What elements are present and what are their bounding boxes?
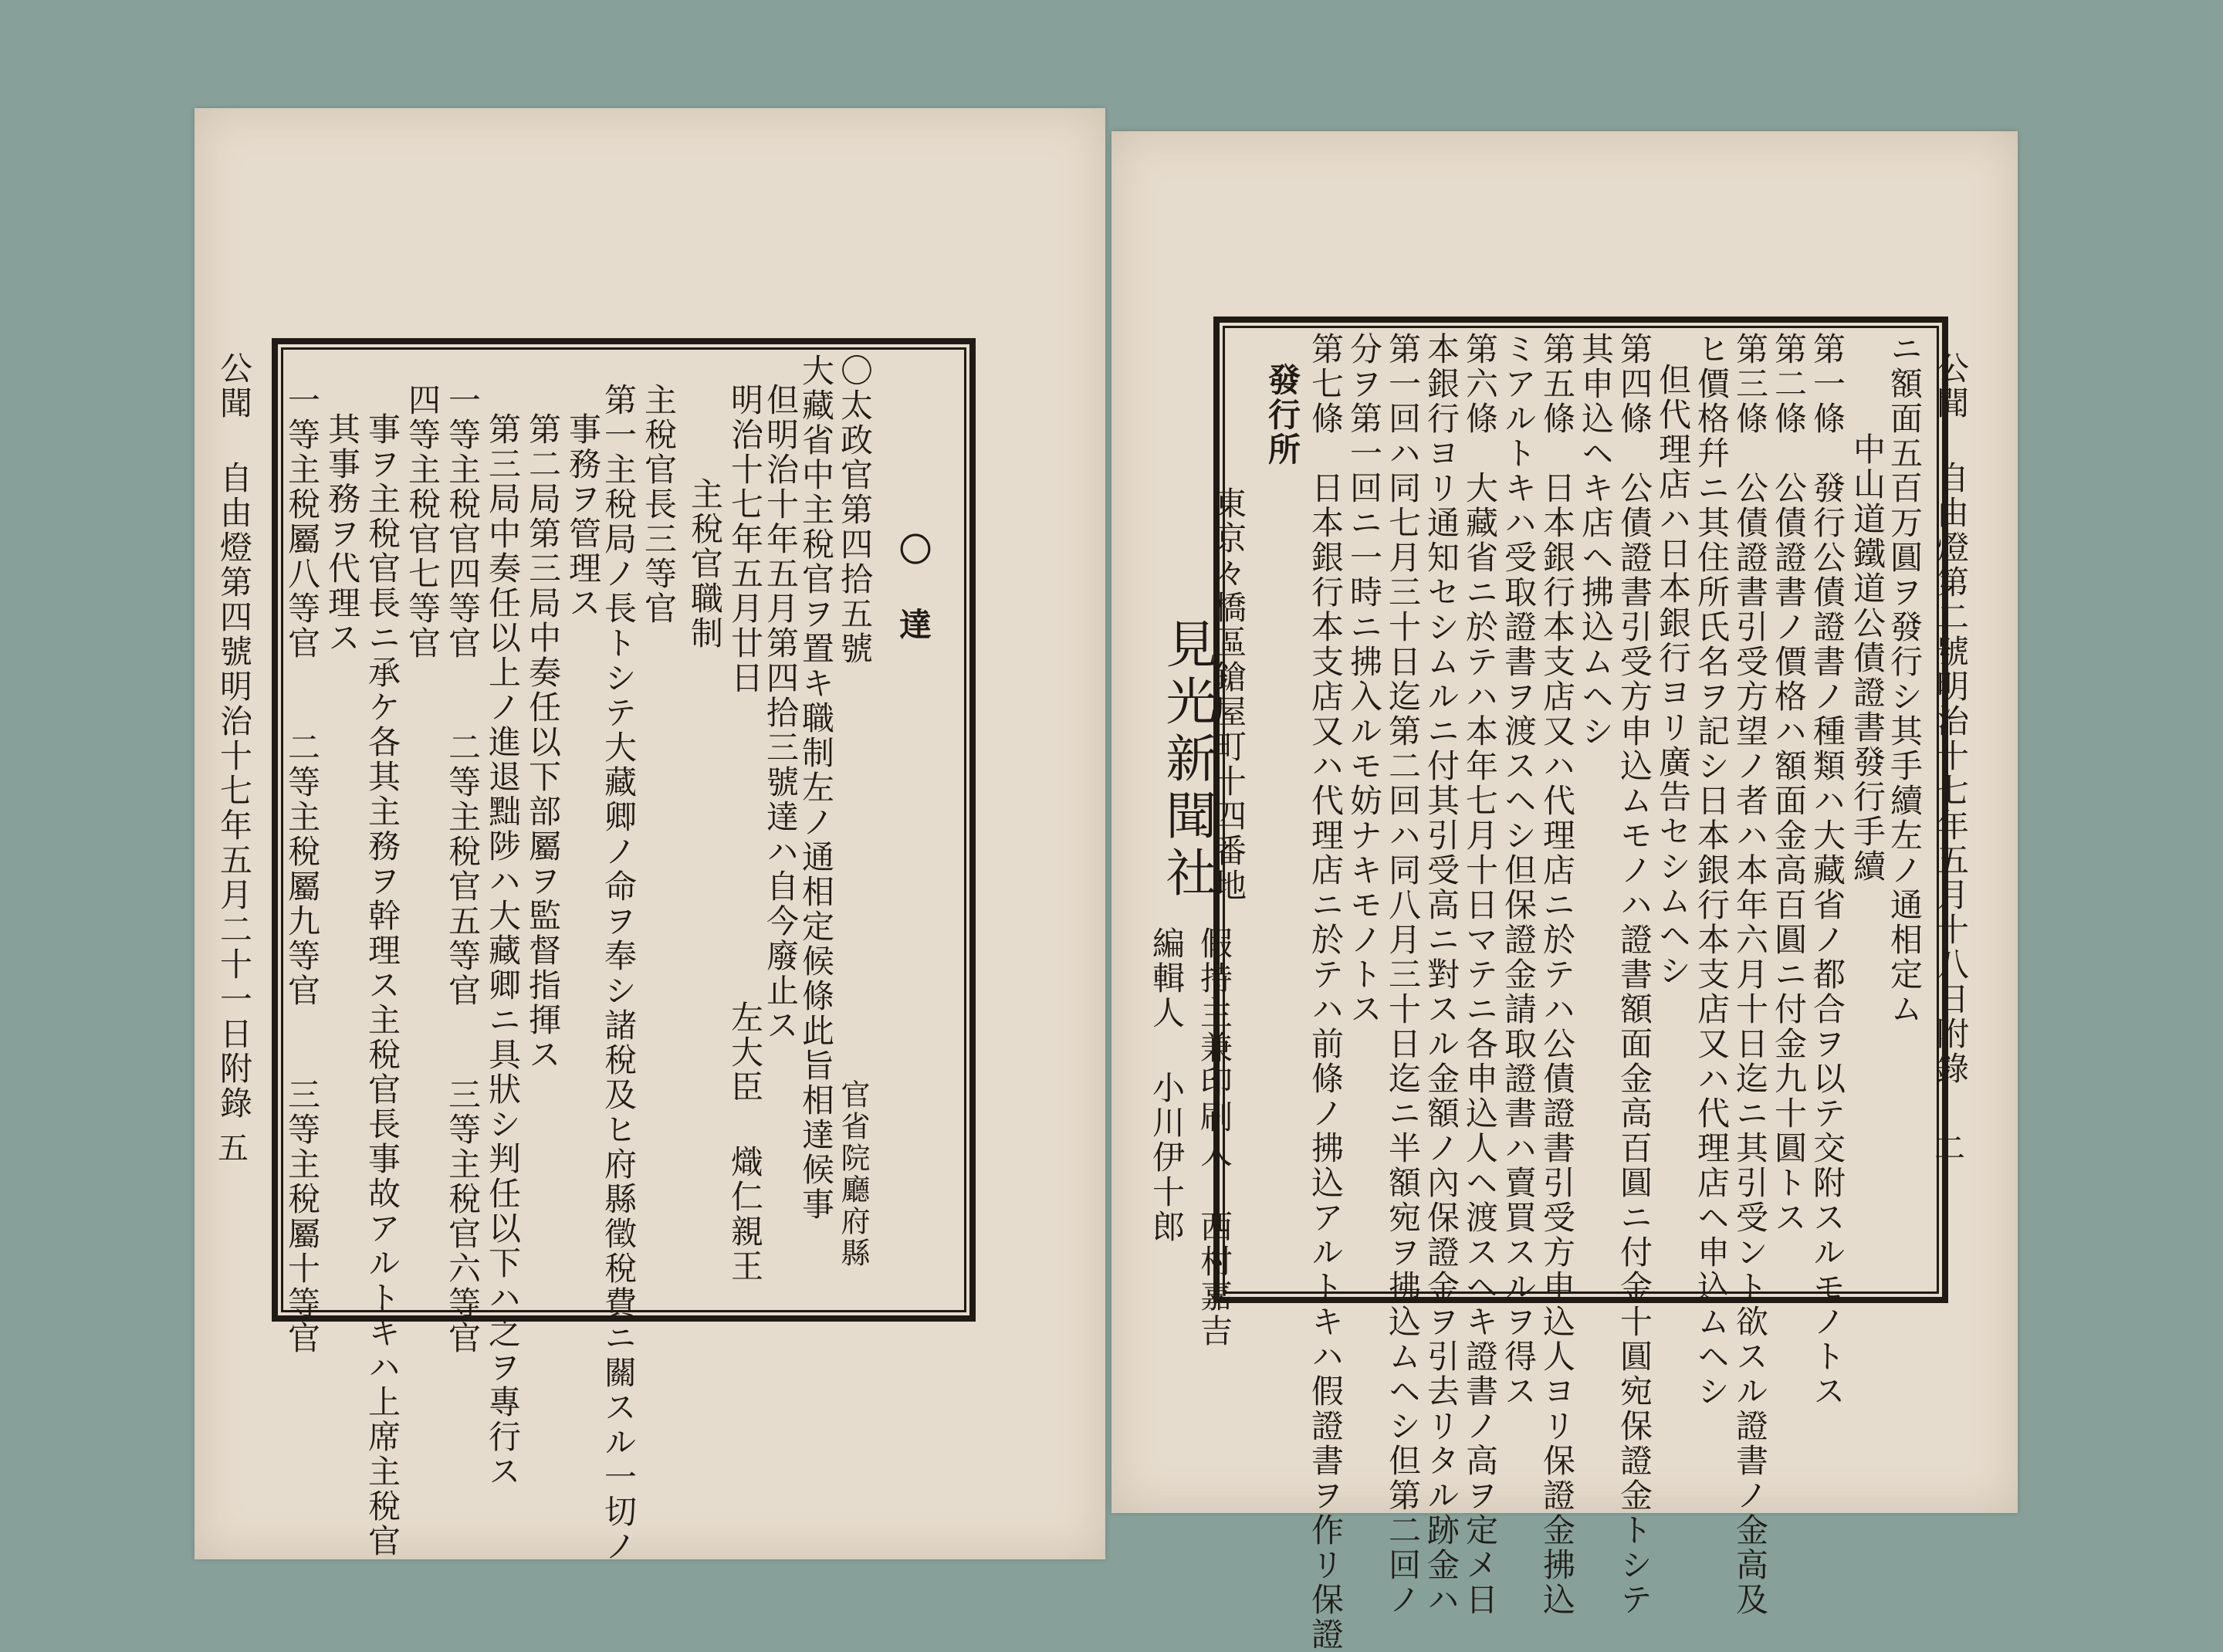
notice-signature: 左大臣 熾仁親王: [726, 1000, 764, 1284]
article-line-6: 第四條 公債證書引受方申込ムモノハ證書額面金高百圓ニ付金十圓宛保證金トシテ: [1616, 332, 1653, 1617]
notice-body-1: 大藏省中主稅官ヲ置キ職制左ノ通相定候條此旨相達候事: [797, 354, 835, 1222]
publisher-address: 東京々橋區鎗屋町十四番地: [1210, 486, 1247, 903]
regulation-line-5: 第三局中奏任以上ノ進退黜陟ハ大藏卿ニ具狀シ判任以下ハ之ヲ專行ス: [484, 412, 522, 1489]
left-page-number: 五: [218, 1131, 249, 1166]
printer-credit: 假持主兼印刷人 西村嘉吉: [1196, 926, 1233, 1349]
bond-procedure-title: 中山道鐵道公債證書發行手續: [1849, 432, 1886, 884]
notice-number: 〇太政官第四拾五號: [836, 354, 874, 666]
regulation-line-2: 第一主稅局ノ長トシテ大藏卿ノ命ヲ奉シ諸稅及ヒ府縣徵稅費ニ關スル一切ノ: [600, 383, 638, 1564]
right-page-header: 公聞 自由燈第二號明治十七年五月十八日附錄: [1932, 351, 1970, 1086]
article-line-11: 本銀行ヨリ通知セシムルニ付其引受高ニ對スル金額ノ內保證金ヲ引去リタル跡金ハ: [1423, 332, 1460, 1617]
article-line-9: ミアルトキハ受取證書ヲ渡スヘシ但保證金請取證書ハ賣買スルヲ得ス: [1500, 332, 1538, 1409]
article-line-7: 其申込ヘキ店ヘ拂込ムヘシ: [1577, 332, 1615, 749]
article-line-13: 分ヲ第一回ニ一時ニ拂入ルモ妨ナキモノトス: [1345, 332, 1383, 1027]
regulation-line-9: 其事務ヲ代理ス: [323, 412, 361, 655]
article-line-12: 第一回ハ同七月三十日迄第二回ハ同八月三十日迄ニ半額宛ヲ拂込ムヘシ但第二回ノ: [1384, 332, 1422, 1617]
regulation-line-10: 一等主稅屬八等官 二等主稅屬九等官 三等主稅屬十等官: [283, 383, 321, 1356]
publisher-label: 發行所: [1264, 363, 1301, 467]
regulation-line-7: 四等主稅官七等官: [404, 383, 442, 661]
article-line-4: ヒ價格幷ニ其住所氏名ヲ記シ日本銀行本支店又ハ代理店ヘ申込ムヘシ: [1693, 332, 1731, 1409]
regulation-line-8: 事ヲ主稅官長ニ承ケ各其主務ヲ幹理ス主稅官長事故アルトキハ上席主稅官: [364, 412, 401, 1559]
article-line-14: 第七條 日本銀行本支店又ハ代理店ニ於テハ前條ノ拂込アルトキハ假證書ヲ作リ保證: [1307, 332, 1345, 1652]
article-line-5: 但代理店ハ日本銀行ヨリ廣告セシムヘシ: [1654, 363, 1692, 988]
article-line-8: 第五條 日本銀行本支店又ハ代理店ニ於テハ公債證書引受方申込人ヨリ保證金拂込: [1538, 332, 1576, 1617]
regulation-line-1: 主稅官長三等官: [640, 383, 678, 626]
notice-intro: ニ額面五百万圓ヲ發行シ其手續左ノ通相定ム: [1886, 332, 1924, 1027]
regulation-line-4: 第二局第三局中奏任以下部屬ヲ監督指揮ス: [524, 412, 562, 1072]
regulation-line-6: 一等主稅官四等官 二等主稅官五等官 三等主稅官六等官: [444, 383, 482, 1356]
article-line-1: 第一條 發行公債證書ノ種類ハ大藏省ノ都合ヲ以テ交附スルモノトス: [1809, 332, 1846, 1409]
section-heading: 〇 達: [895, 533, 932, 642]
article-line-3: 第三條 公債證書引受方望ノ者ハ本年六月十日迄ニ其引受ント欲スル證書ノ金高及: [1731, 332, 1769, 1617]
notice-body-2: 但明治十年五月第四拾三號達ハ自今廢止ス: [762, 383, 800, 1043]
article-line-2: 第二條 公債證書ノ價格ハ額面金高百圓ニ付金九十圓トス: [1770, 332, 1808, 1235]
article-line-10: 第六條 大藏省ニ於テハ本年七月十日マテニ各申込人ヘ渡スヘキ證書ノ高ヲ定メ日: [1461, 332, 1499, 1617]
publisher-name: 見光新聞社: [1157, 618, 1216, 903]
editor-credit: 編輯人 小川伊十郎: [1148, 926, 1186, 1244]
left-page-header: 公聞 自由燈第四號明治十七年五月二十一日附錄: [215, 351, 253, 1121]
regulation-title: 主稅官職制: [686, 477, 724, 651]
notice-addressee: 官省院廳府縣: [836, 1079, 870, 1269]
notice-date: 明治十七年五月廿日: [726, 383, 764, 696]
right-page-number: 二: [1934, 1131, 1965, 1166]
regulation-line-3: 事務ヲ管理ス: [564, 412, 602, 621]
